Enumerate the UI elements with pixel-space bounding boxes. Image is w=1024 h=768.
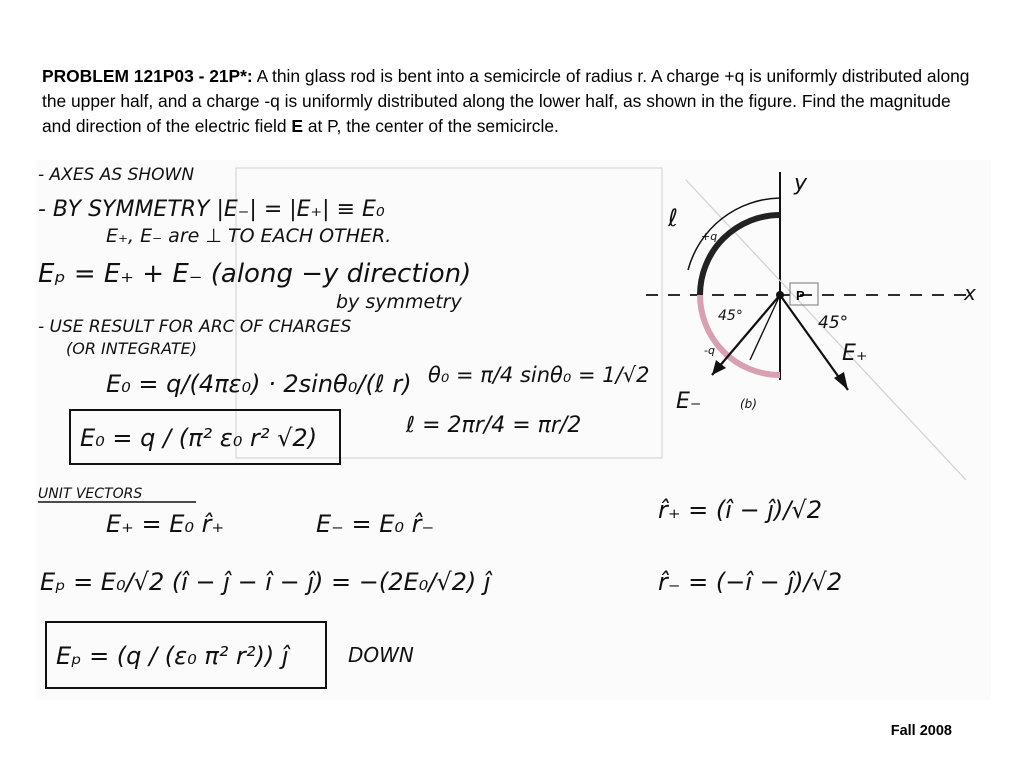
problem-statement (42, 64, 972, 139)
label-plus-q: +q (701, 230, 718, 243)
solution-canvas (36, 160, 991, 700)
label-minus-q: -q (704, 344, 715, 357)
label-unit-vectors: UNIT VECTORS (38, 486, 143, 502)
label-angle-left: 45° (718, 308, 743, 324)
handwritten-solution (36, 160, 991, 700)
label-p: P (796, 288, 805, 303)
label-angle-right: 45° (818, 313, 849, 333)
eq-r-minus: r̂₋ = (−î − ĵ)/√2 (658, 568, 843, 596)
negative-arc (700, 295, 780, 375)
eq-e0-boxed: E₀ = q / (π² ε₀ r² √2) (80, 424, 318, 452)
eq-ell: ℓ = 2πr/4 = πr/2 (406, 413, 582, 438)
problem-text-2: at P, the center of the semicircle. (303, 116, 559, 136)
problem-symbol-e: E (291, 116, 304, 136)
eq-e-minus: E₋ = E₀ r̂₋ (316, 510, 435, 538)
label-axis-x: x (964, 281, 976, 305)
eq-ep-boxed: Eₚ = (q / (ε₀ π² r²)) ĵ (56, 642, 289, 670)
label-axis-y: y (794, 171, 808, 196)
label-e-plus: E₊ (842, 341, 868, 366)
label-ell: ℓ (668, 204, 678, 232)
label-figure-b: (b) (740, 397, 757, 411)
eq-r-plus: r̂₊ = (î − ĵ)/√2 (658, 496, 822, 524)
note-axes: - AXES AS SHOWN (38, 165, 195, 185)
eq-e-plus: E₊ = E₀ r̂₊ (106, 510, 225, 538)
note-perpendicular: E₊, E₋ are ⊥ TO EACH OTHER. (106, 225, 392, 247)
note-down: DOWN (348, 643, 414, 667)
eq-ep-expansion: Eₚ = E₀/√2 (î − ĵ − î − ĵ) = −(2E₀/√2) ĵ (40, 568, 491, 596)
label-e-minus: E₋ (676, 389, 702, 414)
eq-e0-definition: E₀ = q/(4πε₀) · 2sinθ₀/(ℓ r) (106, 370, 412, 398)
note-integrate: (OR INTEGRATE) (66, 339, 198, 358)
ep-vector (750, 295, 780, 360)
note-by-symmetry: by symmetry (336, 291, 462, 313)
note-ep-sum: Eₚ = E₊ + E₋ (along −y direction) (38, 259, 472, 289)
note-use-result: - USE RESULT FOR ARC OF CHARGES (38, 317, 352, 337)
semicircle-figure (646, 171, 976, 480)
note-symmetry: - BY SYMMETRY |E₋| = |E₊| ≡ E₀ (38, 197, 385, 222)
problem-text-1: A thin glass rod is bent into a semicircle of radius r. A charge +q is uniformly distributed along the upper half, and a charge -q is uniformly distributed along the lower half, as shown in the figure. Find the magnitude and direction of the electric field (42, 66, 970, 136)
footer-date: Fall 2008 (890, 723, 952, 739)
e-minus-vector (712, 295, 780, 375)
eq-theta: θ₀ = π/4 sinθ₀ = 1/√2 (428, 363, 650, 387)
problem-heading: PROBLEM 121P03 - 21P*: (42, 66, 253, 86)
